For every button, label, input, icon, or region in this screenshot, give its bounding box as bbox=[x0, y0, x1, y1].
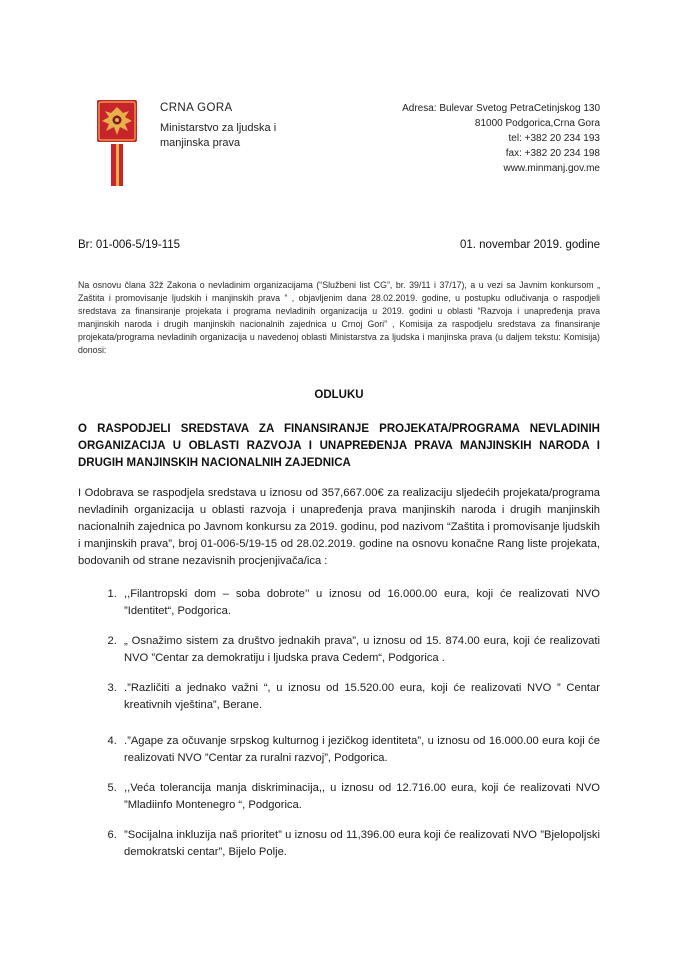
document-date: 01. novembar 2019. godine bbox=[459, 239, 600, 251]
project-item-2: 2. „ Osnažimo sistem za društvo jednakih prava”, u iznosu od 15. 874.00 eura, koji će realizovati NVO ”Centar za demokratiju i ljudska prava Cedem“, Podgorica . bbox=[120, 633, 600, 666]
address-block bbox=[402, 100, 600, 176]
project-item-5: 5. ,,Veća tolerancija manja diskriminacija,, u iznosu od 12.716.00 eura, koji će realizovati NVO ”Mladiinfo Montenegro “, Podgorica. bbox=[120, 780, 600, 813]
reference-number: Br: 01-006-5/19-115 bbox=[78, 239, 181, 251]
montenegro-coat-of-arms-icon bbox=[94, 100, 140, 188]
ministry-name-line2: manjinska prava bbox=[160, 137, 241, 149]
reference-row bbox=[78, 239, 600, 251]
address-line-city: 81000 Podgorica,Crna Gora bbox=[474, 118, 600, 129]
decision-subtitle: O RASPODJELI SREDSTAVA ZA FINANSIRANJE PROJEKATA/PROGRAMA NEVLADINIH ORGANIZACIJA U OBLASTI RAZVOJA I UNAPREĐENJA PRAVA MANJINSKIH NARODA I DRUGIH MANJINSKIH NACIONALNIH ZAJEDNICA bbox=[78, 423, 600, 469]
address-line-fax: fax: +382 20 234 198 bbox=[505, 148, 600, 159]
country-name: CRNA GORA bbox=[160, 102, 233, 114]
intro-paragraph: Na osnovu člana 32ž Zakona o nevladinim organizacijama (“Službeni list CG”, br. 39/11 i 37/17), a u vezi sa Javnim konkursom „ Zaštita i promovisanje ljudskih i manjinskih prava ” , objavljenim dana 28.02.2019. godine, u postupku odlučivanja o raspodjeli sredstava za finansiranje projekata i programa nevladinih organizacija u 2019. godini u oblasti “Razvoja i unapređenja prava manjinskih naroda i drugih manjinskih nacionalnih zajednica u Crnoj Gori” , Komisija za raspodjelu sredstava za finansiranje projekata/programa nevladinih organizacija u navedenoj oblasti Ministarstva za ljudska i manjinska prava (u daljem tekstu: Komisija) donosi: bbox=[78, 280, 600, 355]
ministry-name-block bbox=[160, 100, 276, 151]
allocation-paragraph: I Odobrava se raspodjela sredstava u iznosu od 357,667.00€ za realizaciju sljedećih projekata/programa nevladinih organizacija u oblasti razvoja i unapređenja prava manjinskih naroda i drugih manjinskih nacionalnih zajednica po Javnom konkursu za 2019. godinu, pod nazivom “Zaštita i promovisanje ljudskih i manjinskih prava”, broj 01-006-5/19-15 od 28.02.2019. godine na osnovu konačne Rang liste projekata, bodovanih od strane nezavisnih procjenjivača/ica : bbox=[78, 487, 600, 567]
address-line-street: Adresa: Bulevar Svetog PetraCetinjskog 130 bbox=[402, 103, 600, 114]
project-item-6: 6. ”Socijalna inkluzija naš prioritet” u iznosu od 11,396.00 eura koji će realizovati NVO ”Bjelopoljski demokratski centar”, Bijelo Polje. bbox=[120, 827, 600, 860]
address-line-website: www.minmanj.gov.me bbox=[503, 163, 600, 174]
project-item-1: 1. ,,Filantropski dom – soba dobrote’’ u iznosu od 16.000.00 eura, koji će realizovati NVO ”Identitet“, Podgorica. bbox=[120, 586, 600, 619]
project-item-4: 4. .”Agape za očuvanje srpskog kulturnog i jezičkog identiteta”, u iznosu od 16.000.00 eura koji će realizovati NVO ”Centar za ruralni razvoj”, Podgorica. bbox=[120, 733, 600, 766]
coat-of-arms-logo bbox=[94, 100, 140, 193]
decision-title: ODLUKU bbox=[314, 389, 364, 401]
ministry-name-line1: Ministarstvo za ljudska i bbox=[160, 122, 277, 134]
projects-list bbox=[78, 586, 600, 860]
address-line-tel: tel: +382 20 234 193 bbox=[508, 133, 600, 144]
project-item-3: 3. .”Različiti a jednako važni “, u iznosu od 15.520.00 eura, koji će realizovati NVO ” Centar kreativnih vještina”, Berane. bbox=[120, 680, 600, 713]
document-header bbox=[78, 100, 600, 193]
